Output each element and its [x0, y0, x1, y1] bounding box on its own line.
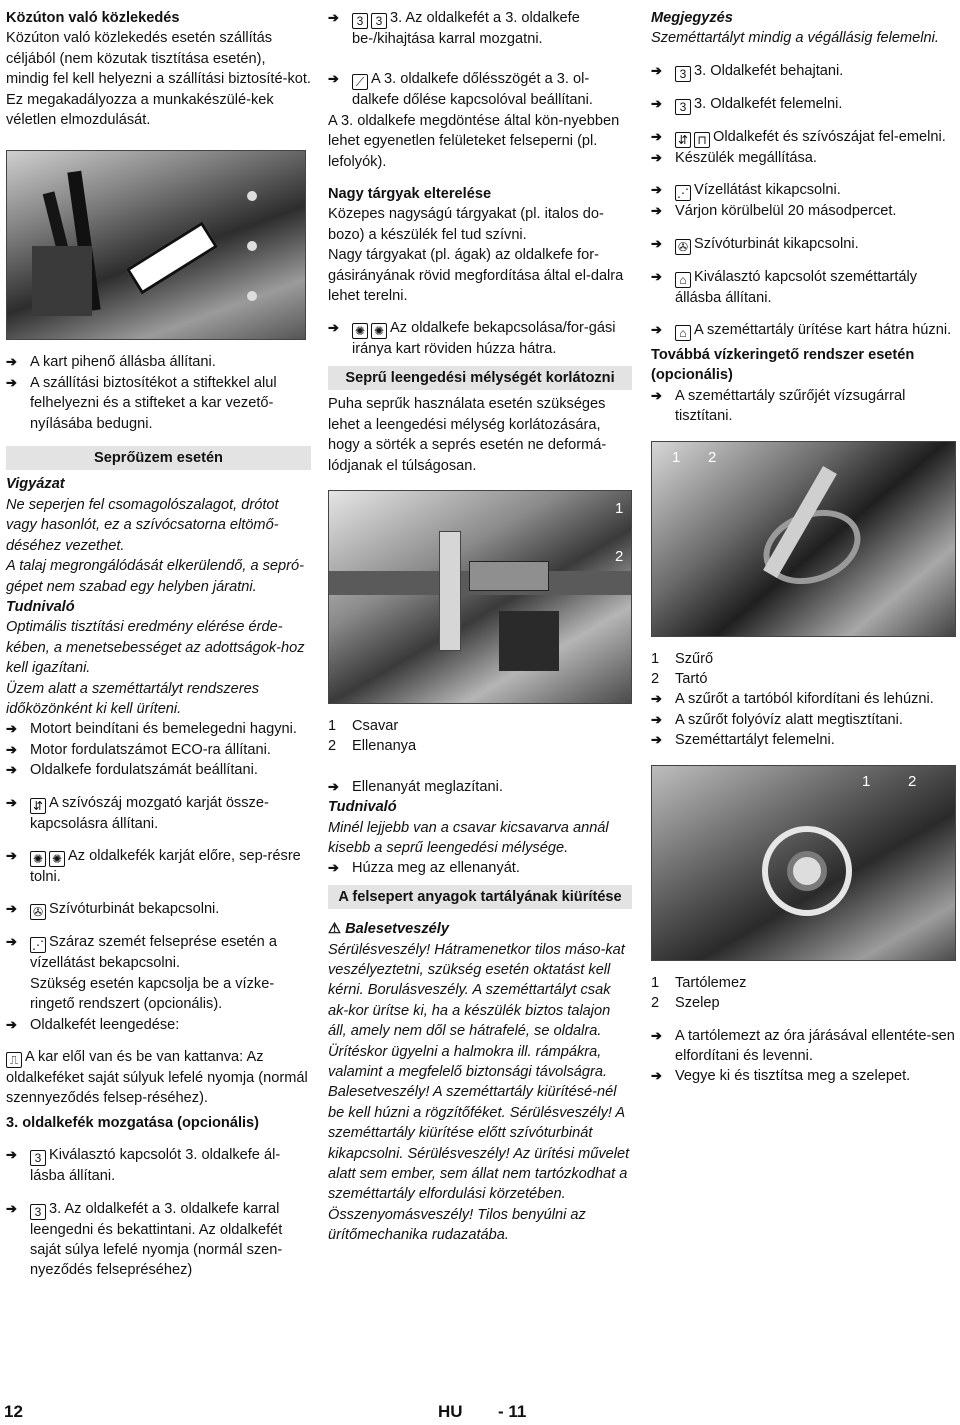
- paragraph: Nagy tárgyakat (pl. ágak) az oldalkefe for-gásirányának rövid megfordítása által el-dalra lehet terelni.: [328, 247, 624, 305]
- arrow-right-icon: ➔: [651, 732, 662, 748]
- legend-item: 2 Tartó: [651, 671, 708, 688]
- paragraph: ⎍ A kar elől van és be van kattanva: Az oldalkeféket saját súlyuk lefelé nyomja (normál szennyeződés felsep-réséhez).: [6, 1049, 308, 1107]
- step: ➔ A szűrőt a tartóból kifordítani és lehúzni.: [651, 689, 956, 709]
- note-text: Optimális tisztítási eredmény elérése érde-kében, a menetsebességet az adottságok-hoz kell igazítani.: [6, 619, 305, 677]
- step: ➔ ✇ Szívóturbinát kikapcsolni.: [651, 235, 859, 254]
- arrow-right-icon: ➔: [328, 10, 339, 25]
- caution-title: Vigyázat: [6, 476, 65, 493]
- warning-triangle-icon: ⚠: [328, 921, 342, 938]
- paragraph: Szükség esetén kapcsolja be a vízke-ringető rendszert (opcionális).: [30, 975, 275, 1013]
- step: ➔ Ellenanyát meglazítani.: [328, 777, 632, 797]
- water-spray-icon: ⋰: [677, 186, 689, 201]
- legend-item: 1 Szűrő: [651, 650, 714, 667]
- container-empty-icon: ⌂: [675, 325, 691, 341]
- danger-text: Sérülésveszély! Hátramenetkor tilos máso-kat veszélyeztetni, szükség esetén oktatást kell kérni. Borulásveszély. A szeméttartályt csak ak-kor ürítse ki, ha a készülék biztos talajon áll, amely nem dől se hátrafelé, se oldalra. Ürítéskor ügyelni a halmokra ill. rámpákra, valamint a megfelelő biztonsági távolságra. Balesetveszély! A szeméttartály kiürítésé-nél be kell húzni a rögzítőféket. Sérülésveszély! A szeméttartály kiürítése előtt szívóturbinát kikapcsolni. Sérülésveszély! Az ürítési művelet alatt sem ember, sem állat nem tartózkodhat a szeméttartály elfordulási körzetében. Összenyomásveszély! Tilos benyúlni az ürítőmechanika rudazatába.: [328, 941, 630, 1244]
- arrow-right-icon: ➔: [6, 847, 17, 863]
- note-title: Megjegyzés: [651, 10, 733, 26]
- step: ➔ Oldalkefét leengedése:: [6, 1015, 311, 1035]
- suction-turbine-icon: ✇: [675, 239, 691, 255]
- water-spray-icon: ⋰: [32, 938, 44, 953]
- paragraph: Közepes nagyságú tárgyakat (pl. italos do-bozo) a készülék fel tud szívni.: [328, 206, 604, 243]
- arrow-right-icon: ➔: [6, 934, 17, 950]
- step: ➔ Húzza meg az ellenanyát.: [328, 858, 632, 878]
- legend-item: 1 Csavar: [328, 717, 399, 734]
- danger-title: ⚠ Balesetveszély: [328, 921, 449, 938]
- third-brush-fold-icon: 3: [675, 66, 691, 82]
- step: ➔ 3 3. Oldalkefét behajtani.: [651, 62, 844, 81]
- side-brush-icon: ✺: [352, 323, 368, 339]
- arrow-right-icon: ➔: [328, 778, 339, 794]
- step: ➔ A szűrőt folyóvíz alatt megtisztítani.: [651, 710, 956, 730]
- step: ➔ ✺ ✺ Az oldalkefék karját előre, sep-résre tolni.: [6, 847, 301, 885]
- photo-brush-depth-screw: [328, 490, 632, 704]
- arrow-right-icon: ➔: [651, 128, 662, 144]
- sub-heading: 3. oldalkefék mozgatása (opcionális): [6, 1114, 260, 1131]
- arrow-right-icon: ➔: [651, 711, 662, 727]
- third-brush-icon: 3: [30, 1150, 46, 1166]
- arrow-right-icon: ➔: [651, 182, 662, 198]
- note-title: Tudnivaló: [328, 799, 397, 816]
- column-1: [6, 8, 311, 1281]
- paragraph: Puha seprűk használata esetén szükséges lehet a leengedési mélység korlátozására, hogy a sörték a seprés esetén ne deformá-lódjanak el túlságosan.: [328, 396, 607, 474]
- side-brush-icon: ✺: [371, 323, 387, 339]
- note-title: Tudnivaló: [6, 598, 75, 615]
- callout-label: 2: [708, 448, 717, 466]
- callout-label: 2: [615, 547, 624, 565]
- step: ➔ A szeméttartály szűrőjét vízsugárral tisztítani.: [651, 387, 906, 425]
- arrow-right-icon: ➔: [328, 320, 339, 336]
- section-page-number: - 11: [498, 1402, 527, 1421]
- legend-item: 2 Szelep: [651, 995, 720, 1012]
- arrow-right-icon: ➔: [6, 354, 17, 370]
- step: ➔ ⋰ Száraz szemét felseprése esetén a vízellátást bekapcsolni.: [6, 934, 277, 972]
- section-heading: A felsepert anyagok tartályának kiürítése: [328, 885, 632, 909]
- callout-label: 2: [908, 772, 917, 790]
- side-brush-icon: ✺: [49, 851, 65, 867]
- arrow-right-icon: ➔: [6, 1147, 17, 1163]
- arrow-right-icon: ➔: [651, 322, 662, 338]
- step: ➔ Motor fordulatszámot ECO-ra állítani.: [6, 740, 311, 760]
- arrow-right-icon: ➔: [6, 1016, 17, 1032]
- step: ➔ ⌂ Kiválasztó kapcsolót szeméttartály állásba állítani.: [651, 268, 918, 306]
- step: ➔ ⟋ A 3. oldalkefe dőlésszögét a 3. ol-dalkefe dőlése kapcsolóval beállítani.: [328, 71, 593, 109]
- section-title: Nagy tárgyak elterelése: [328, 186, 492, 203]
- third-brush-up-icon: 3: [675, 99, 691, 115]
- photo-lever-transport: [6, 150, 306, 340]
- step: ➔ Oldalkefe fordulatszámát beállítani.: [6, 760, 311, 780]
- section-heading: Seprű leengedési mélységét korlátozni: [328, 366, 632, 390]
- paragraph: A 3. oldalkefe megdöntése által kön-nyebben lehet egyenetlen felületeket felseperni (pl. lefolyók).: [328, 112, 620, 170]
- section-title: Közúton való közlekedés: [6, 10, 180, 26]
- arrow-right-icon: ➔: [651, 203, 662, 219]
- section-heading: Seprőüzem esetén: [6, 446, 311, 470]
- suction-turbine-icon: ✇: [30, 904, 46, 920]
- step: ➔ Szeméttartályt felemelni.: [651, 730, 956, 750]
- arrow-right-icon: ➔: [6, 901, 17, 917]
- step: ➔ Motort beindítani és bemelegedni hagyni.: [6, 719, 311, 739]
- step: ➔ Készülék megállítása.: [651, 148, 956, 168]
- arrow-right-icon: ➔: [651, 95, 662, 111]
- caution-text: A talaj megrongálódását elkerülendő, a sepró-gépet nem szabad egy helyben járatni.: [6, 558, 305, 595]
- step: ➔ ⋰ Vízellátást kikapcsolni.: [651, 182, 841, 201]
- callout-label: 1: [672, 448, 681, 466]
- third-brush-down-icon: 3: [30, 1204, 46, 1220]
- arrow-right-icon: ➔: [6, 794, 17, 810]
- callout-label: 1: [615, 499, 624, 517]
- arrow-right-icon: ➔: [6, 762, 17, 778]
- arrow-right-icon: ➔: [6, 1200, 17, 1216]
- third-brush-fold-icon: 3: [352, 13, 368, 29]
- suction-nozzle-icon: ⇵: [30, 798, 46, 814]
- arrow-right-icon: ➔: [6, 374, 17, 390]
- callout-label: 1: [862, 772, 871, 790]
- arrow-right-icon: ➔: [328, 71, 339, 87]
- step: ➔ ✇ Szívóturbinát bekapcsolni.: [6, 901, 220, 920]
- arrow-right-icon: ➔: [651, 691, 662, 707]
- step: ➔ A szállítási biztosítékot a stiftekkel alul felhelyezni és a stifteket a kar vezető-nyílásába bedugni.: [6, 374, 277, 432]
- sub-heading: Továbbá vízkeringető rendszer esetén (opcionális): [651, 347, 915, 384]
- brush-lift-icon: ⊓: [694, 132, 710, 148]
- step: ➔ Várjon körülbelül 20 másodpercet.: [651, 201, 956, 221]
- note-text: Szeméttartályt mindig a végállásig felemelni.: [651, 30, 939, 47]
- language-code: HU: [438, 1402, 463, 1421]
- legend-item: 1 Tartólemez: [651, 974, 747, 991]
- step: ➔ ⇵ ⊓ Oldalkefét és szívószájat fel-emelni.: [651, 128, 946, 147]
- step: ➔ Vegye ki és tisztítsa meg a szelepet.: [651, 1066, 956, 1086]
- caution-text: Ne seperjen fel csomagolószalagot, drótot vagy hasonlót, ez a szívócsatorna eltömő-déséhez vezethet.: [6, 496, 279, 554]
- photo-valve: [651, 765, 956, 961]
- step: ➔ ⌂ A szeméttartály ürítése kart hátra húzni.: [651, 322, 952, 341]
- waste-container-icon: ⌂: [675, 272, 691, 288]
- note-text: Minél lejjebb van a csavar kicsavarva annál kisebb a seprű leengedési mélysége.: [328, 819, 609, 856]
- page-number: 12: [4, 1402, 23, 1421]
- side-brush-icon: ✺: [30, 851, 46, 867]
- arrow-right-icon: ➔: [6, 741, 17, 757]
- arrow-right-icon: ➔: [651, 268, 662, 284]
- arrow-right-icon: ➔: [651, 387, 662, 403]
- step: ➔ A tartólemezt az óra járásával ellentéte-sen elfordítani és levenni.: [651, 1027, 955, 1064]
- step: ➔ ⇵ A szívószáj mozgató karját össze-kapcsolásra állítani.: [6, 794, 269, 832]
- arrow-right-icon: ➔: [651, 62, 662, 78]
- step: ➔ A kart pihenő állásba állítani.: [6, 352, 311, 372]
- step: ➔ 3 Kiválasztó kapcsolót 3. oldalkefe ál-lásba állítani.: [6, 1147, 281, 1185]
- brush-tilt-icon: ⟋: [352, 74, 368, 90]
- arrow-right-icon: ➔: [328, 860, 339, 876]
- column-3: [651, 8, 956, 1087]
- third-brush-unfold-icon: 3: [371, 13, 387, 29]
- step: ➔ 3 3 3. Az oldalkefét a 3. oldalkefe be-/kihajtása karral mozgatni.: [328, 10, 580, 47]
- eco-lever-icon: ⎍: [6, 1052, 22, 1068]
- legend-item: 2 Ellenanya: [328, 738, 417, 755]
- arrow-right-icon: ➔: [6, 721, 17, 737]
- arrow-right-icon: ➔: [651, 235, 662, 251]
- arrow-right-icon: ➔: [651, 1027, 662, 1043]
- step: ➔ ✺ ✺ Az oldalkefe bekapcsolása/for-gási iránya kart röviden húzza hátra.: [328, 320, 616, 358]
- paragraph: Közúton való közlekedés esetén szállítás céljából (nem közutak tisztítása esetén), mindig fel kell helyezni a szállítási biztosíté-kot. Ez megakadályozza a munkakészülé-kek véletlen elmozdulását.: [6, 30, 311, 129]
- suction-nozzle-icon: ⇵: [675, 132, 691, 148]
- column-2: [328, 8, 632, 1246]
- arrow-right-icon: ➔: [651, 149, 662, 165]
- photo-filter: [651, 441, 956, 637]
- step: ➔ 3 3. Az oldalkefét a 3. oldalkefe karral leengedni és bekattintani. Az oldalkefét saját súlya lefelé nyomja (normál szen-nyeződés felsepréséhez): [6, 1200, 283, 1279]
- note-text: Üzem alatt a szeméttartályt rendszeres időközönként ki kell üríteni.: [6, 680, 260, 717]
- arrow-right-icon: ➔: [651, 1068, 662, 1084]
- step: ➔ 3 3. Oldalkefét felemelni.: [651, 95, 843, 114]
